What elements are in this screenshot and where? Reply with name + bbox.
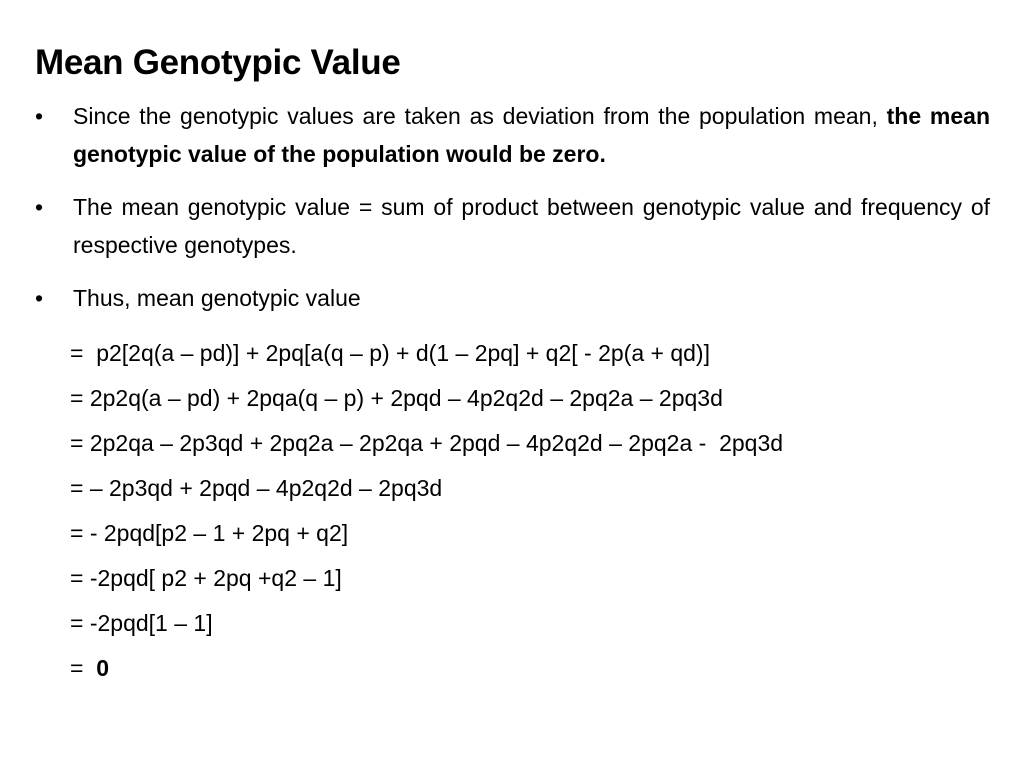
bullet-bold-text: the mean genotypic value of the population would be zero. [73,103,990,167]
bullet-text: Thus, mean genotypic value [73,285,361,311]
equation-line: = p2[2q(a – pd)] + 2pq[a(q – p) + d(1 – 2pq] + q2[ - 2p(a + qd)] [70,340,710,366]
final-equation-line [70,651,783,696]
bullet-item [35,279,990,317]
bullet-list [35,97,990,332]
equation-line: = -2pqd[1 – 1] [70,610,213,636]
equation-line: = 2p2q(a – pd) + 2pqa(q – p) + 2pqd – 4p2q2d – 2pq2a – 2pq3d [70,385,723,411]
bullet-marker: • [35,285,44,311]
bullet-marker: • [35,103,44,129]
equation-line: = – 2p3qd + 2pqd – 4p2q2d – 2pq3d [70,475,443,501]
bullet-item [35,188,990,264]
bullet-text: The mean genotypic value = sum of product between genotypic value and frequency of respective genotypes. [73,194,990,258]
bullet-text: Since the genotypic values are taken as deviation from the population mean, [73,103,887,129]
bullet-marker: • [35,194,44,220]
equation-line: = -2pqd[ p2 + 2pq +q2 – 1] [70,565,342,591]
final-equation-prefix: = [70,655,97,681]
equation-list [70,336,783,696]
final-equation-result: 0 [96,655,110,681]
equation-line: = 2p2qa – 2p3qd + 2pq2a – 2p2qa + 2pqd – 4p2q2d – 2pq2a - 2pq3d [70,430,784,456]
equation-line: = - 2pqd[p2 – 1 + 2pq + q2] [70,520,349,546]
bullet-item [35,97,990,173]
slide-title: Mean Genotypic Value [35,43,401,82]
